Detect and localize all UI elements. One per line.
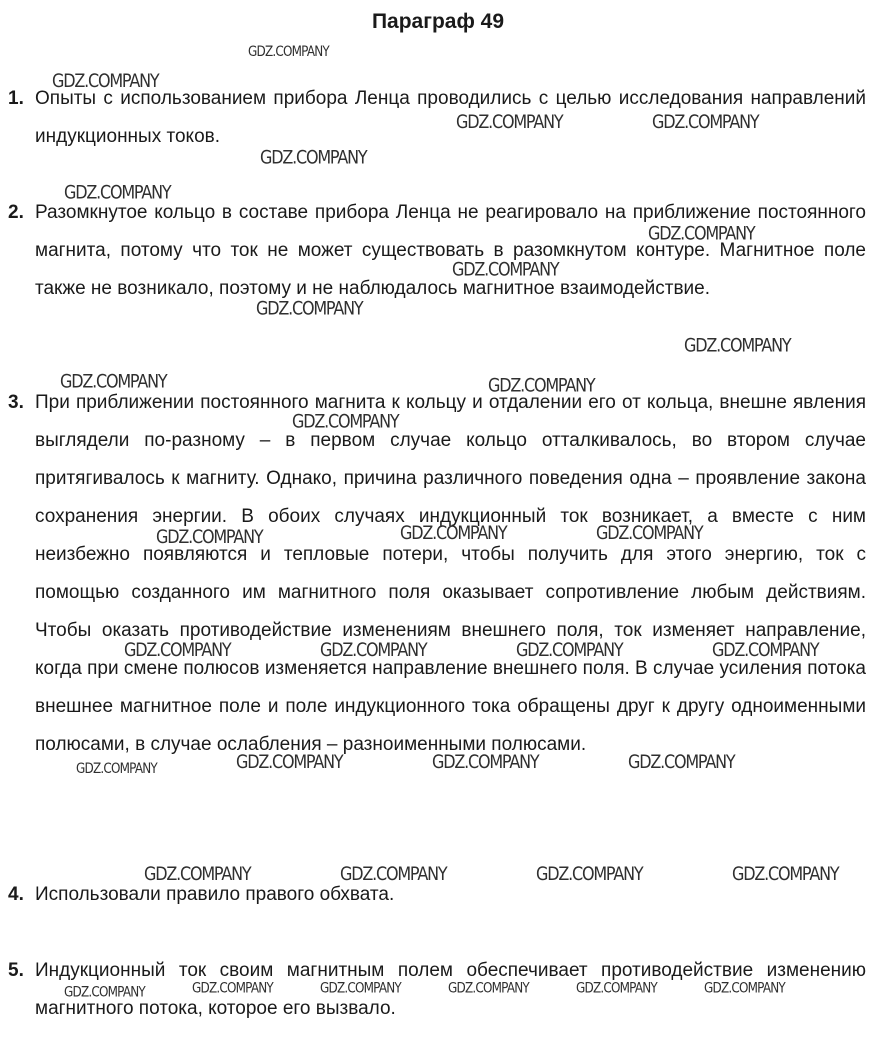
watermark: GDZ.COMPANY [124,638,231,661]
item-text: Использовали правило правого обхвата. [35,884,395,905]
watermark: GDZ.COMPANY [596,521,703,544]
item-text: При приближении постоянного магнита к кольцу и отдалении его от кольца, внешне явления выглядели по-разному – в первом случае кольцо отталкивалось, во втором случае притягивалось к магниту. Однако, причина различного поведения одна – проявление закона сохранения энергии. В обоих случаях индукционный ток возникает, а вместе с ним неизбежно появляются и тепловые потери, чтобы получить для этого энергию, ток с помощью созданного им магнитного поля оказывает сопротивление любым действиям. Чтобы оказать противодействие изменениям внешнего поля, ток изменяет направление, когда при смене полюсов изменяется направление внешнего поля. В случае усиления потока внешнее магнитное поле и поле индукционного тока обращены друг к другу одноименными полюсами, в случае ослабления – разноименными полюсами. [35,392,866,755]
item-number: 2. [8,202,24,223]
watermark: GDZ.COMPANY [732,862,839,885]
list-item-3 [8,384,866,764]
item-number: 1. [8,88,24,109]
watermark: GDZ.COMPANY [292,410,399,433]
watermark: GDZ.COMPANY [236,750,343,773]
watermark: GDZ.COMPANY [704,979,785,997]
watermark: GDZ.COMPANY [156,525,263,548]
page-title: Параграф 49 [371,10,505,33]
watermark: GDZ.COMPANY [52,69,159,92]
watermark: GDZ.COMPANY [448,979,529,997]
watermark: GDZ.COMPANY [256,297,363,320]
watermark: GDZ.COMPANY [684,334,791,357]
watermark: GDZ.COMPANY [576,979,657,997]
watermark: GDZ.COMPANY [488,374,595,397]
watermark: GDZ.COMPANY [64,983,145,1001]
watermark: GDZ.COMPANY [432,750,539,773]
watermark: GDZ.COMPANY [340,862,447,885]
item-number: 5. [8,960,24,981]
watermark: GDZ.COMPANY [76,759,157,777]
watermark: GDZ.COMPANY [192,979,273,997]
item-number: 3. [8,392,24,413]
watermark: GDZ.COMPANY [320,638,427,661]
watermark: GDZ.COMPANY [400,521,507,544]
watermark: GDZ.COMPANY [712,638,819,661]
item-number: 4. [8,884,24,905]
watermark: GDZ.COMPANY [64,181,171,204]
watermark: GDZ.COMPANY [452,258,559,281]
watermark: GDZ.COMPANY [320,979,401,997]
watermark: GDZ.COMPANY [260,146,367,169]
item-text: Разомкнутое кольцо в составе прибора Ленца не реагировало на приближение постоянного магнита, потому что ток не может существовать в разомкнутом контуре. Магнитное поле также не возникало, поэтому и не наблюдалось магнитное взаимодействие. [35,202,866,299]
watermark: GDZ.COMPANY [516,638,623,661]
list-item-2 [8,194,866,308]
watermark: GDZ.COMPANY [248,42,329,60]
watermark: GDZ.COMPANY [60,370,167,393]
watermark: GDZ.COMPANY [648,222,755,245]
item-text: Опыты с использованием прибора Ленца проводились с целью исследования направлений индукционных токов. [35,88,866,147]
watermark: GDZ.COMPANY [456,110,563,133]
watermark: GDZ.COMPANY [144,862,251,885]
watermark: GDZ.COMPANY [536,862,643,885]
item-text: Индукционный ток своим магнитным полем обеспечивает противодействие изменению магнитного потока, которое его вызвало. [35,960,866,1019]
watermark: GDZ.COMPANY [652,110,759,133]
watermark: GDZ.COMPANY [628,750,735,773]
